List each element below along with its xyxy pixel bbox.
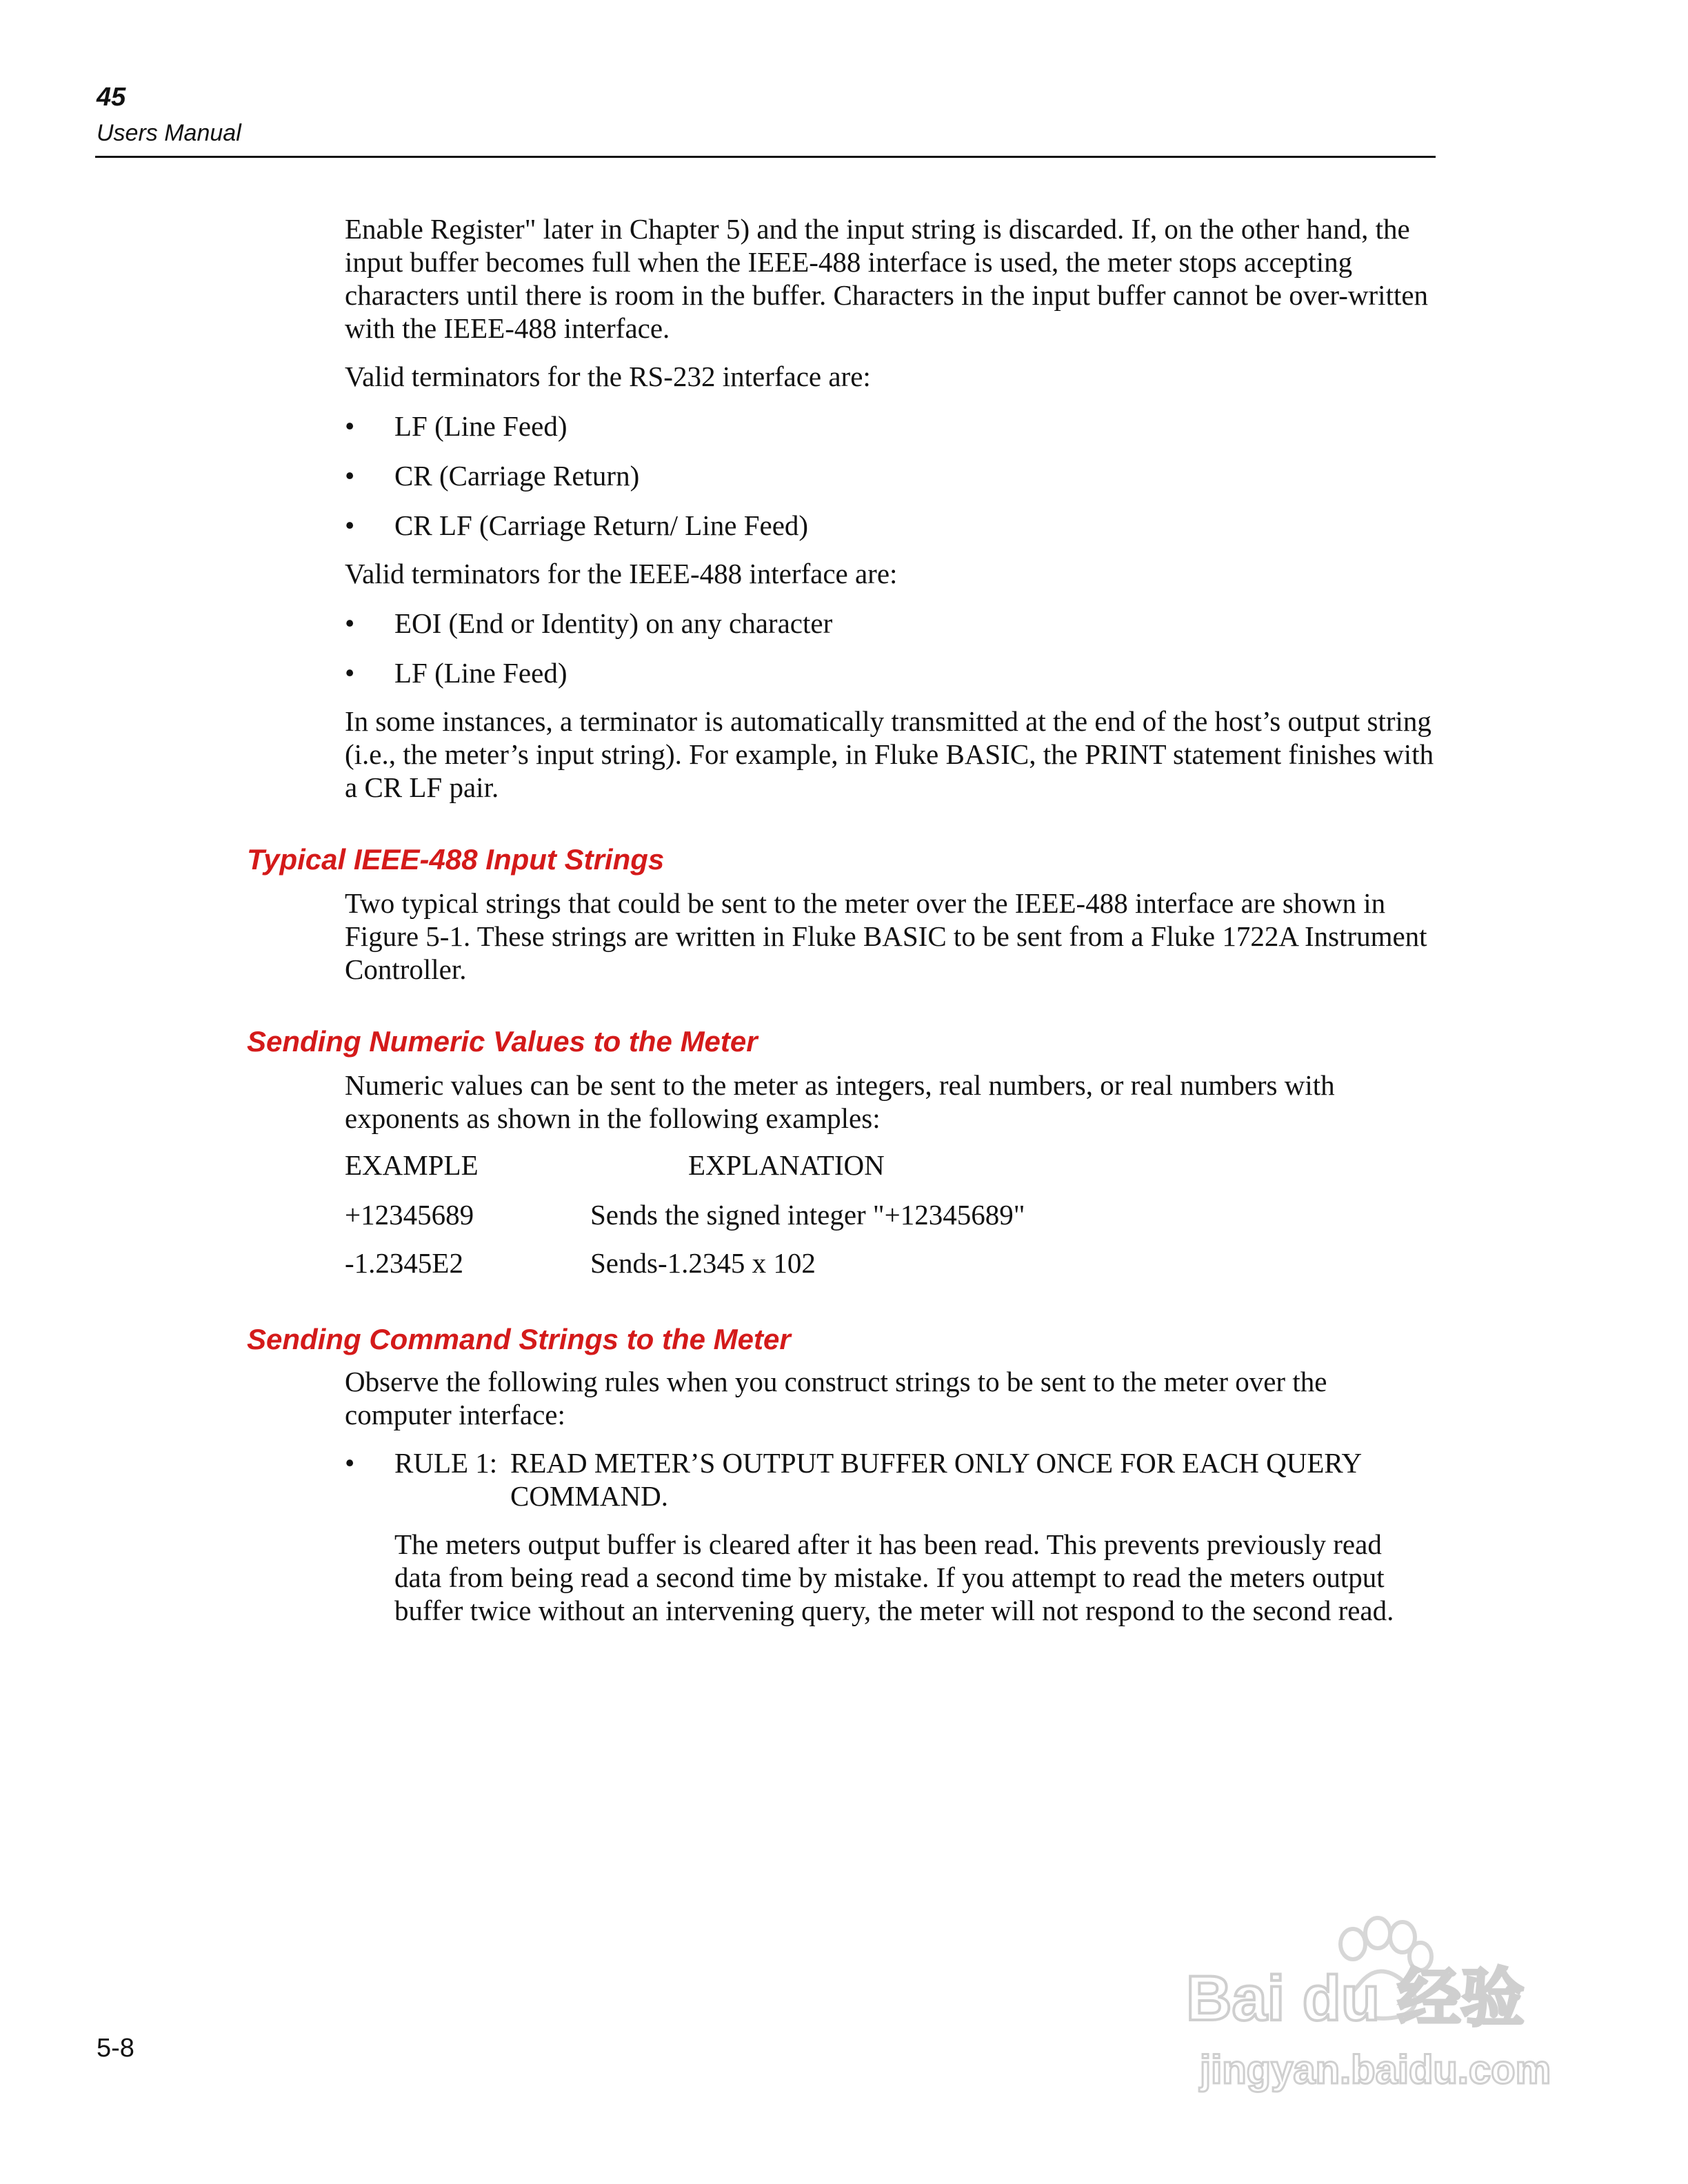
table-cell-example: -1.2345E2 bbox=[345, 1247, 463, 1279]
ieee-intro: Valid terminators for the IEEE-488 interface are: bbox=[345, 558, 898, 589]
rs232-intro-block bbox=[345, 360, 1434, 393]
bullet-icon: • bbox=[345, 460, 355, 492]
baidu-watermark bbox=[1172, 1903, 1586, 2110]
table-cell-explanation: Sends the signed integer "+12345689" bbox=[590, 1199, 1025, 1231]
list-item-text: EOI (End or Identity) on any character bbox=[394, 607, 833, 639]
list-item-text: LF (Line Feed) bbox=[394, 410, 567, 442]
list-item-text: CR LF (Carriage Return/ Line Feed) bbox=[394, 509, 809, 541]
command-paragraph: Observe the following rules when you construct strings to be sent to the meter over the computer interface: bbox=[345, 1366, 1327, 1430]
footer-page-label: 5-8 bbox=[97, 2034, 134, 2063]
ieee-intro-block bbox=[345, 557, 1434, 590]
watermark-brand: Bai du 经验 bbox=[1186, 1963, 1525, 2034]
rule-line-2: COMMAND. bbox=[510, 1480, 668, 1512]
bullet-icon: • bbox=[345, 509, 355, 541]
header-page-number: 45 bbox=[97, 83, 126, 112]
heading-numeric-values: Sending Numeric Values to the Meter bbox=[247, 1025, 758, 1058]
terminator-paragraph: In some instances, a terminator is automatically transmitted at the end of the host’s output string (i.e., the meter’s input string). For example, in Fluke BASIC, the PRINT statement finishes with a CR LF pair. bbox=[345, 705, 1434, 803]
rule-line-1: READ METER’S OUTPUT BUFFER ONLY ONCE FOR EACH QUERY bbox=[510, 1447, 1363, 1479]
rule-label: RULE 1: bbox=[394, 1447, 498, 1479]
watermark-url: jingyan.baidu.com bbox=[1200, 2048, 1551, 2092]
intro-paragraph-block bbox=[345, 212, 1434, 345]
typical-paragraph-block bbox=[345, 887, 1434, 986]
bullet-icon: • bbox=[345, 1447, 355, 1479]
rs232-intro: Valid terminators for the RS-232 interface are: bbox=[345, 361, 871, 392]
header-rule bbox=[95, 156, 1436, 158]
table-cell-example: +12345689 bbox=[345, 1199, 474, 1231]
rule-explanation: The meters output buffer is cleared after it has been read. This prevents previously read data from being read a second time by mistake. If you attempt to read the meters output buffer twice without an intervening query, the meter will not respond to the second read. bbox=[394, 1528, 1394, 1626]
numeric-paragraph: Numeric values can be sent to the meter as integers, real numbers, or real numbers with exponents as shown in the following examples: bbox=[345, 1069, 1335, 1134]
heading-typical-input-strings: Typical IEEE-488 Input Strings bbox=[247, 843, 665, 876]
table-header-explanation: EXPLANATION bbox=[688, 1149, 885, 1181]
bullet-icon: • bbox=[345, 607, 355, 639]
table-cell-explanation: Sends-1.2345 x 102 bbox=[590, 1247, 816, 1279]
heading-command-strings: Sending Command Strings to the Meter bbox=[247, 1323, 791, 1355]
terminator-paragraph-block bbox=[345, 705, 1434, 804]
intro-paragraph: Enable Register" later in Chapter 5) and the input string is discarded. If, on the other hand, the input buffer becomes full when the IEEE-488 interface is used, the meter stops accepting characters until there is room in the buffer. Characters in the input buffer cannot be over-written with the IEEE-488 interface. bbox=[345, 213, 1429, 344]
list-item-text: LF (Line Feed) bbox=[394, 657, 567, 689]
rule-explanation-block bbox=[394, 1528, 1434, 1627]
header-title: Users Manual bbox=[97, 120, 241, 146]
command-paragraph-block bbox=[345, 1365, 1434, 1431]
table-header-example: EXAMPLE bbox=[345, 1149, 479, 1181]
bullet-icon: • bbox=[345, 410, 355, 442]
typical-paragraph: Two typical strings that could be sent to the meter over the IEEE-488 interface are shown in Figure 5-1. These strings are written in Fluke BASIC to be sent from a Fluke 1722A Instrument Controller. bbox=[345, 887, 1427, 985]
numeric-paragraph-block bbox=[345, 1069, 1434, 1135]
bullet-icon: • bbox=[345, 657, 355, 689]
list-item-text: CR (Carriage Return) bbox=[394, 460, 640, 492]
